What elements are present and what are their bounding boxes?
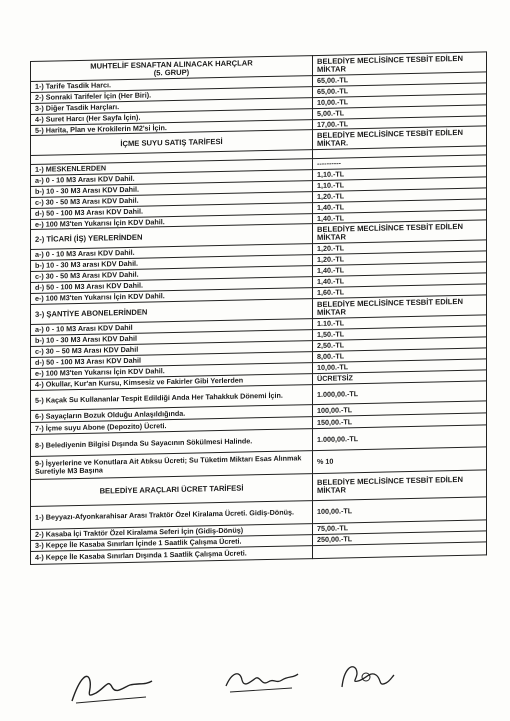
item-description: c-) 30 - 50 M3 Arası KDV Dahil. [31,266,313,283]
item-amount: 1.10.-TL [313,315,487,330]
item-description: e-) 100 M3'ten Yukarısı İçin KDV Dahil. [31,214,313,230]
item-description: 9-) İşyerlerine ve Konutlara Ait Atıksu Ücreti; Su Tüketim Miktarı Esas Alınmak Suretiyle M3 Başına [31,451,313,480]
item-description: İÇME SUYU SATIŞ TARİFESİ [31,130,313,156]
item-amount: 10,00.-TL [313,359,487,374]
item-amount: 1,40.-TL [313,210,487,224]
item-description: BELEDİYE ARAÇLARI ÜCRET TARİFESİ [31,474,313,507]
item-description: a-) 0 - 10 M3 Arası KDV Dahil. [31,170,313,187]
item-amount: 75,00.-TL [313,520,487,535]
item-amount: BELEDİYE MECLİSİNCE TESBİT EDİLEN MİKTAR [313,220,487,244]
item-description: e-) 100 M3'ten Yukarısı İçin KDV Dahil. [31,288,313,305]
signature-left [66,667,156,707]
item-description: 8-) Belediyenin Bilgisi Dışında Su Sayacının Sökülmesi Halinde. [31,429,313,457]
item-amount: 250,00.-TL [313,531,487,546]
item-description: b-) 10 - 30 M3 Arası KDV Dahil [31,330,313,347]
item-description: 7-) İçme suyu Abone (Depozito) Ücreti. [31,417,313,435]
item-amount [313,542,487,559]
item-amount: 1,20.-TL [313,251,487,266]
item-amount: 1.000,00.-TL [313,425,487,451]
item-description: d-) 50 - 100 M3 Arası KDV Dahil. [31,277,313,294]
item-description: d-) 50 - 100 M3 Arası KDV Dahil [31,352,313,369]
item-description: 1-) Beyyazı-Afyonkarahisar Arası Traktör Özel Kiralama Ücreti. Gidiş-Dönüş. [31,501,313,530]
item-amount: 1,40.-TL [313,273,487,288]
tariff-table [30,51,487,565]
item-description: c-) 30 - 50 M3 Arası KDV Dahil. [31,192,313,209]
item-amount: BELEDİYE MECLİSİNCE TESBİT EDİLEN MİKTAR [313,470,487,501]
signature-right [336,659,396,695]
item-amount: 1,10.-TL [313,166,487,181]
item-amount: % 10 [313,447,487,474]
item-amount: BELEDİYE MECLİSİNCE TESBİT EDİLEN MİKTAR. [313,126,487,150]
item-description: 4-) Okullar, Kur'an Kursu, Kimsesiz ve Fakirler Gibi Yerlerden [31,374,313,391]
item-amount: ÜCRETSİZ [313,370,487,385]
item-amount: 1,60.-TL [313,284,487,299]
item-description: 1-) MESKENLERDEN [31,159,313,176]
item-description: 6-) Sayaçların Bozuk Olduğu Anlaşıldığında. [31,405,313,423]
item-amount: 65,00.-TL [313,83,487,98]
item-description: e-) 100 M3'ten Yukarısı İçin KDV Dahil. [31,363,313,380]
item-description: MUHTELİF ESNAFTAN ALINACAK HARÇLAR (5. GRUP) [31,56,313,82]
item-amount: ---------- [313,155,487,170]
item-amount: 2,50.-TL [313,337,487,352]
item-description: d-) 50 - 100 M3 Arası KDV Dahil. [31,203,313,220]
item-description: 4-) Kepçe İle Kasaba Sınırları Dışında 1 Saatlik Çalışma Ücreti. [31,546,313,565]
item-description: 3-) Kepçe İle Kasaba Sınırları İçinde 1 Saatlik Çalışma Ücreti. [31,535,313,552]
item-amount: 1,20.-TL [313,240,487,255]
item-description: b-) 10 - 30 M3 Arası KDV Dahil. [31,181,313,198]
item-description: 1-) Tarife Tasdik Harcı. [31,76,313,93]
item-description: b-) 10 - 30 M3 arası KDV Dahil. [31,255,313,272]
tariff-document [30,51,486,565]
item-amount: 100,00.-TL [313,401,487,417]
tariff-table-body [31,52,487,565]
item-description: 5-) Kaçak Su Kullananlar Tespit Edildiği Anda Her Tahakkuk Dönemi İçin. [31,385,313,411]
item-amount: 65,00.-TL [313,72,487,87]
item-description: 3-) Diğer Tasdik Harçları. [31,98,313,115]
item-description: a-) 0 - 10 M3 Arası KDV Dahil [31,319,313,336]
item-description: 4-) Suret Harcı (Her Sayfa İçin). [31,109,313,126]
item-description: a-) 0 - 10 M3 Arası KDV Dahil. [31,244,313,261]
item-amount: 5,00.-TL [313,105,487,120]
item-amount: 1,40.-TL [313,262,487,277]
item-amount: BELEDİYE MECLİSİNCE TESBİT EDİLEN MİKTAR [313,52,487,76]
item-amount: 1,40.-TL [313,199,487,214]
item-amount: 1,10.-TL [313,177,487,192]
item-amount: 1,50.-TL [313,326,487,341]
item-description: 3-) ŞANTİYE ABONELERİNDEN [31,299,313,325]
item-amount: 8,00.-TL [313,348,487,363]
item-amount: 100,00.-TL [313,497,487,524]
item-amount: 10,00.-TL [313,94,487,109]
signature-middle [222,664,302,698]
item-description: c-) 30 – 50 M3 Arası KDV Dahil [31,341,313,358]
item-description: 2-) Sonraki Tarifeler İçin (Her Biri). [31,87,313,104]
item-amount: 1.000,00.-TL [313,381,487,405]
item-description: 2-) Kasaba İçi Traktör Özel Kiralama Seferi İçin (Gidiş-Dönüş) [31,524,313,541]
item-amount: BELEDİYE MECLİSİNCE TESBİT EDİLEN MİKTAR [313,295,487,319]
item-description: 5-) Harita, Plan ve Krokilerin M2'si İçin. [31,120,313,136]
item-description: 2-) TİCARİ (İŞ) YERLERİNDEN [31,224,313,250]
item-amount: 1,20.-TL [313,188,487,203]
item-amount: 150,00.-TL [313,413,487,429]
item-amount: 17,00.-TL [313,116,487,130]
